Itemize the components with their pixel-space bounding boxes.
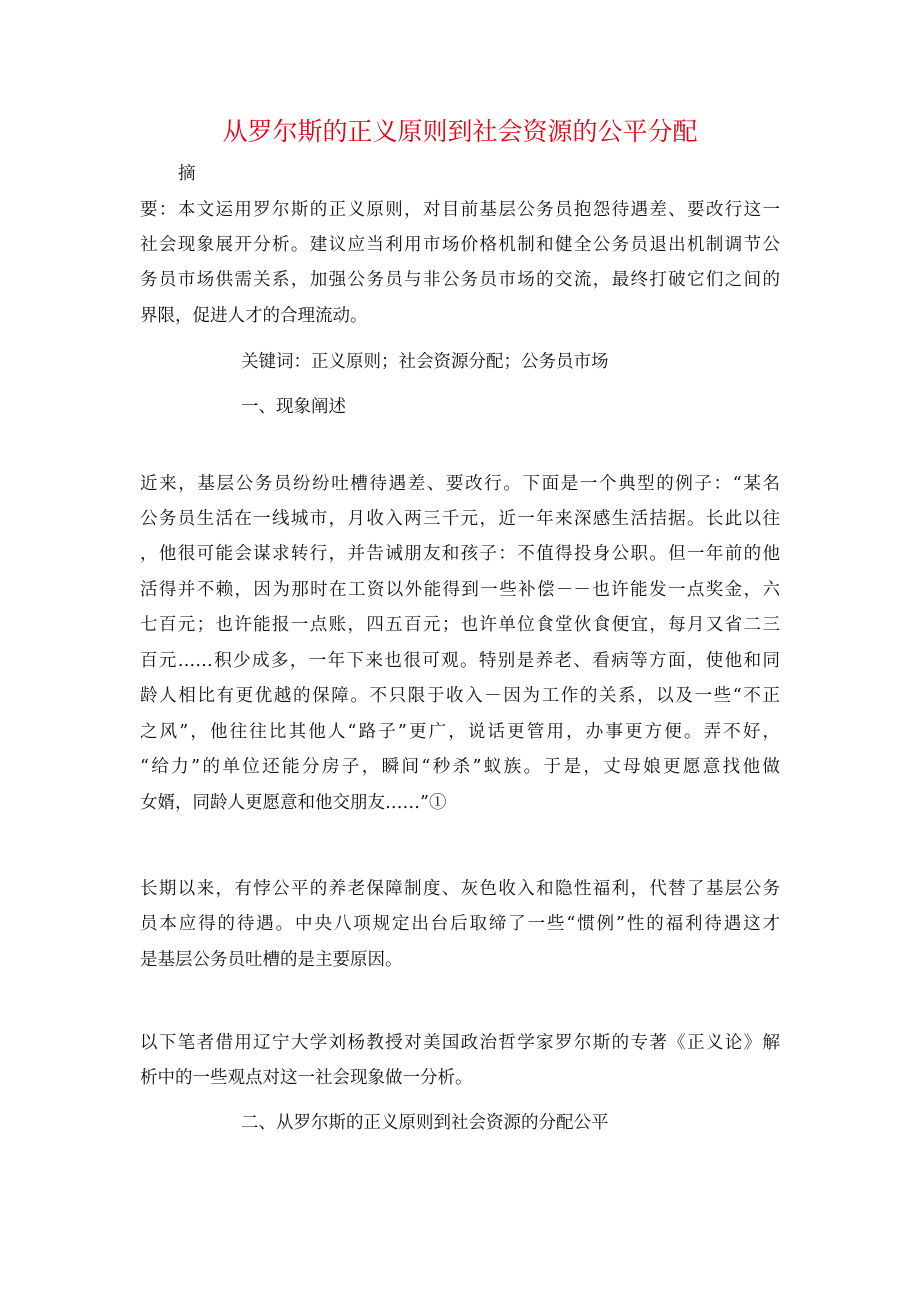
para1-line-7: 龄人相比有更优越的保障。不只限于收入－因为工作的关系，以及一些“不正 bbox=[140, 686, 780, 706]
abstract-line-4: 界限，促进人才的合理流动。 bbox=[140, 306, 368, 326]
para3-line-1: 以下笔者借用辽宁大学刘杨教授对美国政治哲学家罗尔斯的专著《正义论》解 bbox=[140, 1033, 780, 1053]
para3-line-2: 析中的一些观点对这一社会现象做一分析。 bbox=[140, 1068, 473, 1088]
para1-line-10: 女婿，同龄人更愿意和他交朋友……”① bbox=[140, 793, 447, 813]
para2-line-3: 是基层公务员吐槽的是主要原因。 bbox=[140, 950, 403, 970]
para1-line-2: 公务员生活在一线城市，月收入两三千元，近一年来深感生活拮据。长此以往 bbox=[140, 509, 780, 529]
abstract-head: 摘 bbox=[178, 164, 196, 184]
section1-heading: 一、现象阐述 bbox=[241, 397, 346, 417]
para1-line-9: “给力”的单位还能分房子，瞬间“秒杀”蚁族。于是，丈母娘更愿意找他做 bbox=[140, 757, 780, 777]
section2-heading: 二、从罗尔斯的正义原则到社会资源的分配公平 bbox=[241, 1113, 609, 1133]
document-title: 从罗尔斯的正义原则到社会资源的公平分配 bbox=[222, 117, 698, 146]
para1-line-8: 之风”，他往往比其他人“路子”更广，说话更管用，办事更方便。弄不好， bbox=[140, 722, 780, 742]
abstract-line-3: 务员市场供需关系，加强公务员与非公务员市场的交流，最终打破它们之间的 bbox=[140, 270, 780, 290]
para1-line-1: 近来，基层公务员纷纷吐槽待遇差、要改行。下面是一个典型的例子：“某名 bbox=[140, 474, 780, 494]
para1-line-3: ，他很可能会谋求转行，并告诫朋友和孩子：不值得投身公职。但一年前的他 bbox=[140, 544, 780, 564]
abstract-line-2: 社会现象展开分析。建议应当利用市场价格机制和健全公务员退出机制调节公 bbox=[140, 235, 780, 255]
keywords-line: 关键词：正义原则；社会资源分配；公务员市场 bbox=[241, 352, 609, 372]
abstract-line-1: 要：本文运用罗尔斯的正义原则，对目前基层公务员抱怨待遇差、要改行这一 bbox=[140, 200, 780, 220]
para2-line-1: 长期以来，有悖公平的养老保障制度、灰色收入和隐性福利，代替了基层公务 bbox=[140, 879, 780, 899]
para1-line-5: 七百元；也许能报一点账，四五百元；也许单位食堂伙食便宜，每月又省二三 bbox=[140, 615, 780, 635]
para1-line-6: 百元……积少成多，一年下来也很可观。特别是养老、看病等方面，使他和同 bbox=[140, 651, 780, 671]
para1-line-4: 活得并不赖，因为那时在工资以外能得到一些补偿－－也许能发一点奖金，六 bbox=[140, 580, 780, 600]
para2-line-2: 员本应得的待遇。中央八项规定出台后取缔了一些“惯例”性的福利待遇这才 bbox=[140, 914, 780, 934]
